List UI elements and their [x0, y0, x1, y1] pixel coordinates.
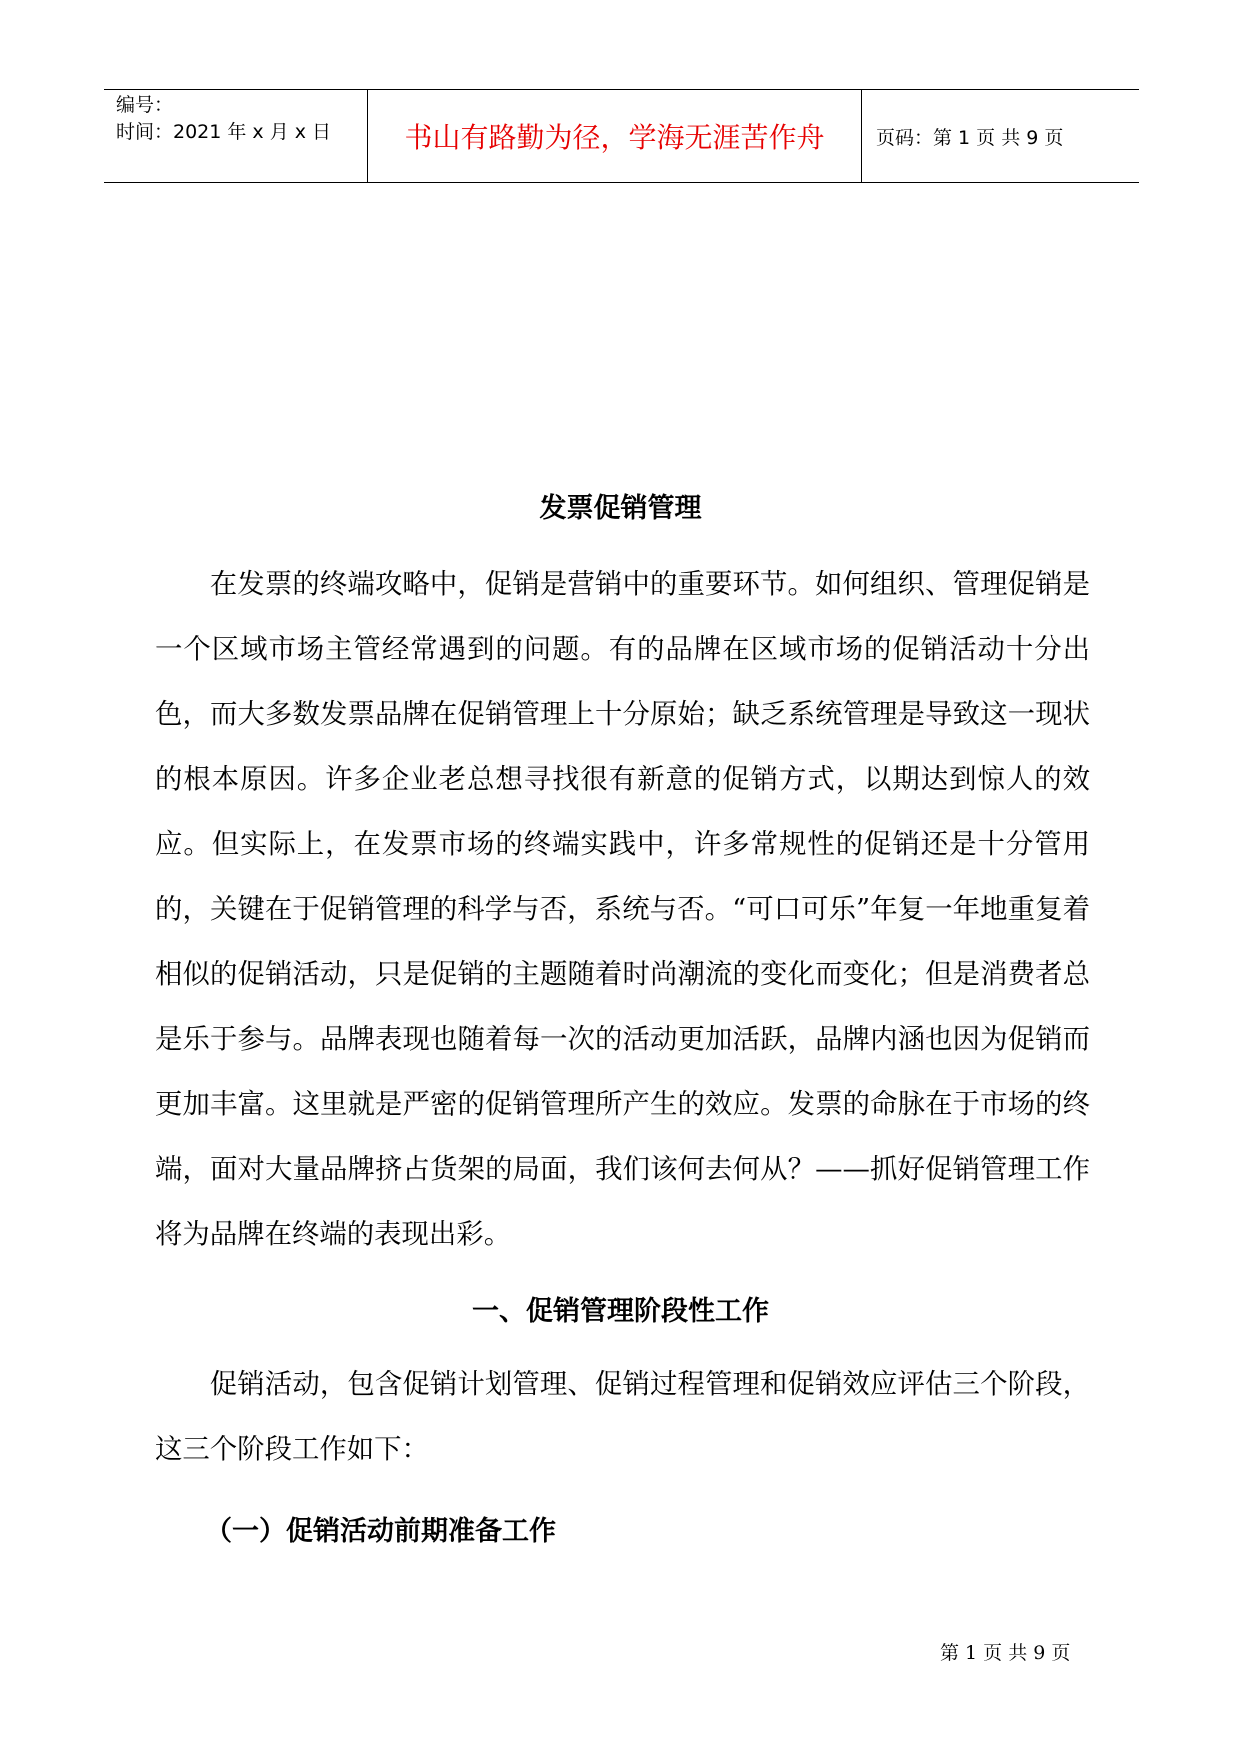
header-page-cell	[862, 90, 1139, 182]
header-motto: 书山有路勤为径，学海无涯苦作舟	[404, 121, 825, 154]
header-page-info: 页码：第 1 页 共 9 页	[876, 126, 1064, 149]
intro-paragraph: 在发票的终端攻略中，促销是营销中的重要环节。如何组织、管理促销是一个区域市场主管经常遇到的问题。有的品牌在区域市场的促销活动十分出色，而大多数发票品牌在促销管理上十分原始；缺乏系统管理是导致这一现状的根本原因。许多企业老总想寻找很有新意的促销方式，以期达到惊人的效应。但实际上，在发票市场的终端实践中，许多常规性的促销还是十分管用的，关键在于促销管理的科学与否，系统与否。“可口可乐”年复一年地重复着相似的促销活动，只是促销的主题随着时尚潮流的变化而变化；但是消费者总是乐于参与。品牌表现也随着每一次的活动更加活跃，品牌内涵也因为促销而更加丰富。这里就是严密的促销管理所产生的效应。发票的命脉在于市场的终端，面对大量品牌挤占货架的局面，我们该何去何从？——抓好促销管理工作将为品牌在终端的表现出彩。	[155, 569, 1090, 1250]
header-table	[104, 89, 1139, 183]
section-paragraph: 促销活动，包含促销计划管理、促销过程管理和促销效应评估三个阶段，这三个阶段工作如下：	[155, 1369, 1090, 1465]
page-footer: 第 1 页 共 9 页	[940, 1642, 1071, 1664]
document-title: 发票促销管理	[539, 493, 702, 524]
header-motto-cell	[368, 90, 862, 182]
document-number-label: 编号：	[116, 94, 174, 116]
sub-heading: （一）促销活动前期准备工作	[205, 1516, 556, 1547]
section-heading: 一、促销管理阶段性工作	[472, 1296, 769, 1327]
header-meta-cell	[104, 90, 368, 182]
document-time-label: 时间：2021 年 x 月 x 日	[116, 121, 332, 143]
